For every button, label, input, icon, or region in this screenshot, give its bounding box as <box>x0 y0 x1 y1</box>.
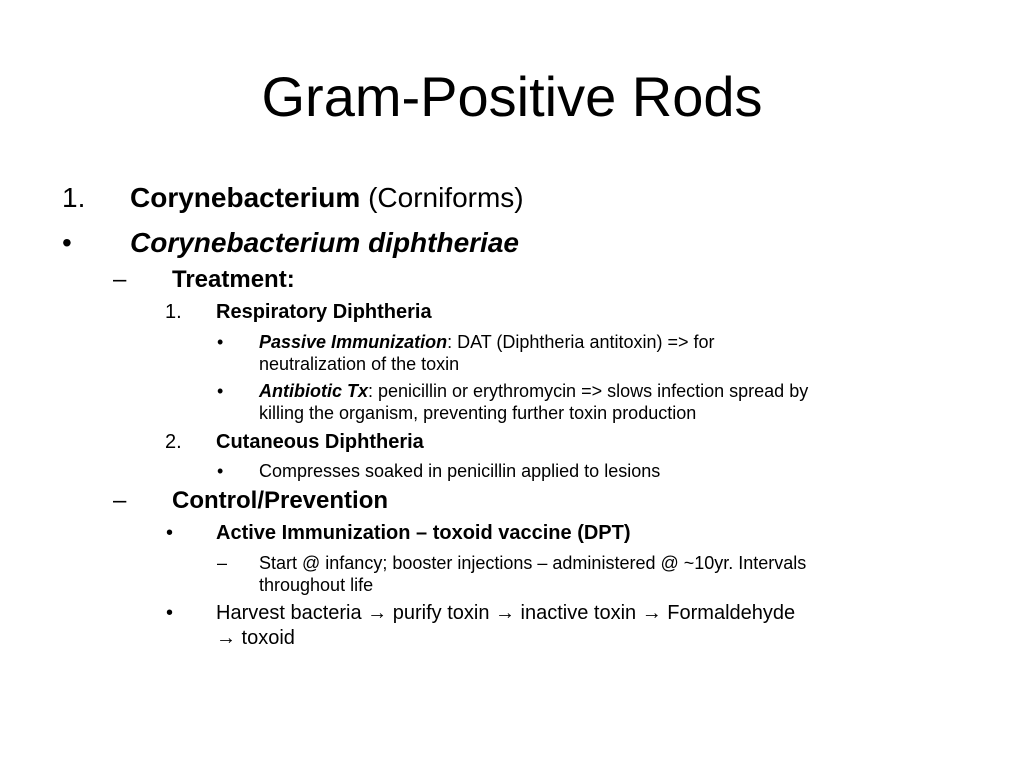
bullet-marker: • <box>62 227 72 258</box>
item-text <box>130 181 524 215</box>
bullet-marker: • <box>166 522 174 544</box>
item-line-1: Harvest bacteria → purify toxin → inactive toxin → Formaldehyde <box>216 602 796 624</box>
item-rest: : DAT (Diphtheria antitoxin) => for <box>447 332 715 352</box>
number-marker: 1. <box>165 301 182 323</box>
item-bold: Corynebacterium <box>130 182 361 213</box>
item-line-1 <box>259 331 715 353</box>
item-text: Treatment: <box>172 266 295 293</box>
item-rest: : penicillin or erythromycin => slows infection spread by <box>368 381 809 401</box>
bullet-marker: • <box>217 381 224 401</box>
slide-title: Gram-Positive Rods <box>261 65 763 128</box>
item-text: Compresses soaked in penicillin applied to lesions <box>259 461 661 481</box>
item-text: Corynebacterium diphtheriae <box>130 227 519 258</box>
number-marker: 2. <box>165 431 182 453</box>
dash-marker: – <box>217 553 228 573</box>
item-term: Passive Immunization <box>259 332 448 352</box>
item-term: Antibiotic Tx <box>259 381 368 401</box>
item-line-2: throughout life <box>259 575 374 595</box>
dash-marker: – <box>113 487 127 514</box>
item-line-2: → toxoid <box>216 627 295 649</box>
item-line-1 <box>259 380 808 402</box>
item-text: Active Immunization – toxoid vaccine (DPT) <box>216 522 631 544</box>
bullet-marker: • <box>217 461 224 481</box>
item-rest: (Corniforms) <box>360 182 524 213</box>
item-text: Cutaneous Diphtheria <box>216 431 424 453</box>
item-text: Control/Prevention <box>172 487 389 514</box>
item-line-1: Start @ infancy; booster injections – administered @ ~10yr. Intervals <box>259 553 807 573</box>
dash-marker: – <box>113 266 127 293</box>
item-line-2: killing the organism, preventing further toxin production <box>259 403 697 423</box>
bullet-marker: • <box>166 602 174 624</box>
number-marker: 1. <box>62 182 86 213</box>
item-line-2: neutralization of the toxin <box>259 354 460 374</box>
bullet-marker: • <box>217 332 224 352</box>
item-text: Respiratory Diphtheria <box>216 301 432 323</box>
